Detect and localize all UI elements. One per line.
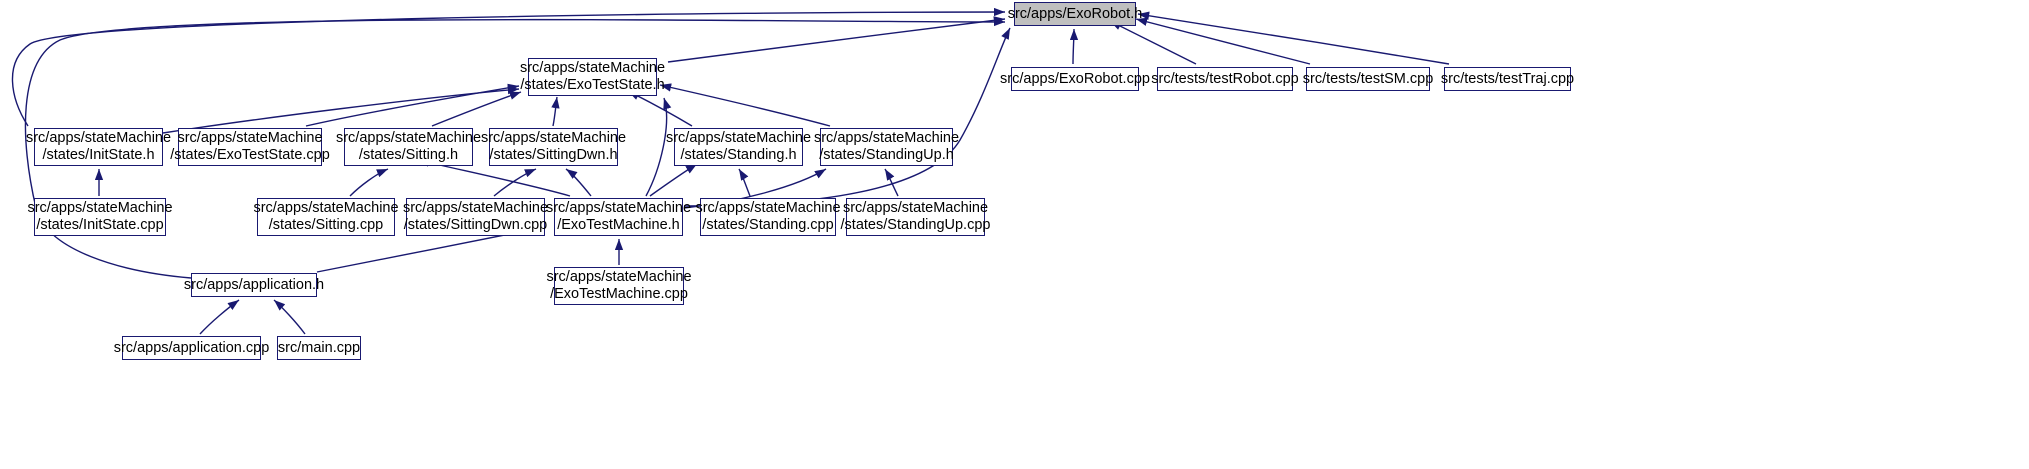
node-label-line: /states/InitState.h bbox=[42, 147, 155, 163]
node-exorobot-h[interactable] bbox=[1007, 2, 1143, 26]
node-standing-cpp[interactable] bbox=[695, 198, 841, 236]
node-label-line: src/apps/stateMachine bbox=[25, 130, 172, 146]
node-label-line: /states/StandingUp.cpp bbox=[840, 217, 991, 233]
node-main-cpp[interactable] bbox=[277, 336, 361, 360]
node-standingup-cpp[interactable] bbox=[840, 198, 991, 236]
node-label-line: src/tests/testSM.cpp bbox=[1302, 70, 1434, 87]
node-label-line: src/tests/testRobot.cpp bbox=[1151, 70, 1299, 87]
node-initstate-cpp[interactable] bbox=[27, 198, 173, 236]
node-sittingdwn-cpp[interactable] bbox=[402, 198, 549, 236]
node-standingup-h[interactable] bbox=[813, 128, 960, 166]
node-label-line: src/apps/stateMachine bbox=[402, 200, 549, 216]
node-label-line: /states/StandingUp.h bbox=[819, 147, 954, 163]
node-label-line: src/main.cpp bbox=[277, 339, 361, 356]
node-label-line: src/apps/stateMachine bbox=[335, 130, 482, 146]
node-label-line: /states/Sitting.h bbox=[358, 147, 459, 163]
node-label-line: src/apps/stateMachine bbox=[519, 60, 666, 76]
node-label-line: /ExoTestMachine.cpp bbox=[550, 286, 688, 302]
node-label-line: src/apps/stateMachine bbox=[842, 200, 989, 216]
node-exotestmachine-h[interactable] bbox=[545, 198, 692, 236]
node-testrobot-cpp[interactable] bbox=[1151, 67, 1299, 91]
node-label-line: src/apps/stateMachine bbox=[546, 269, 692, 285]
node-label-line: /states/ExoTestState.cpp bbox=[170, 147, 330, 163]
node-label-line: /states/Sitting.cpp bbox=[268, 217, 384, 233]
node-label-line: src/apps/stateMachine bbox=[695, 200, 841, 216]
node-label-line: src/apps/stateMachine bbox=[253, 200, 399, 216]
node-label-line: /states/Standing.cpp bbox=[702, 217, 834, 233]
node-label-line: src/apps/ExoRobot.cpp bbox=[1000, 70, 1150, 87]
node-label-line: /states/ExoTestState.h bbox=[520, 77, 665, 93]
node-testtraj-cpp[interactable] bbox=[1440, 67, 1575, 91]
node-label-line: /states/InitState.cpp bbox=[36, 217, 164, 233]
node-initstate-h[interactable] bbox=[25, 128, 172, 166]
node-label-line: /states/Standing.h bbox=[680, 147, 797, 163]
node-sittingdwn-h[interactable] bbox=[480, 128, 627, 166]
node-sitting-h[interactable] bbox=[335, 128, 482, 166]
node-application-cpp[interactable] bbox=[113, 336, 270, 360]
node-label-line: src/apps/stateMachine bbox=[177, 130, 323, 146]
node-standing-h[interactable] bbox=[665, 128, 812, 166]
node-label-line: src/apps/application.h bbox=[183, 276, 325, 293]
node-label-line: src/apps/stateMachine bbox=[665, 130, 812, 146]
node-exoteststate-cpp[interactable] bbox=[170, 128, 330, 166]
node-label-line: src/apps/stateMachine bbox=[480, 130, 627, 146]
node-sitting-cpp[interactable] bbox=[253, 198, 399, 236]
node-label-line: src/apps/stateMachine bbox=[545, 200, 692, 216]
node-exotestmachine-cpp[interactable] bbox=[546, 267, 692, 305]
node-label-line: src/apps/ExoRobot.h bbox=[1007, 5, 1143, 22]
node-label-line: src/tests/testTraj.cpp bbox=[1440, 70, 1575, 87]
node-exoteststate-h[interactable] bbox=[519, 58, 666, 96]
node-exorobot-cpp[interactable] bbox=[1000, 67, 1150, 91]
node-label-line: /states/SittingDwn.h bbox=[489, 147, 618, 163]
node-label-line: /states/SittingDwn.cpp bbox=[403, 217, 548, 233]
node-label-line: src/apps/application.cpp bbox=[113, 339, 270, 356]
node-label-line: src/apps/stateMachine bbox=[813, 130, 960, 146]
node-testsm-cpp[interactable] bbox=[1302, 67, 1434, 91]
node-application-h[interactable] bbox=[183, 273, 325, 297]
node-label-line: /ExoTestMachine.h bbox=[557, 217, 680, 233]
node-label-line: src/apps/stateMachine bbox=[27, 200, 173, 216]
